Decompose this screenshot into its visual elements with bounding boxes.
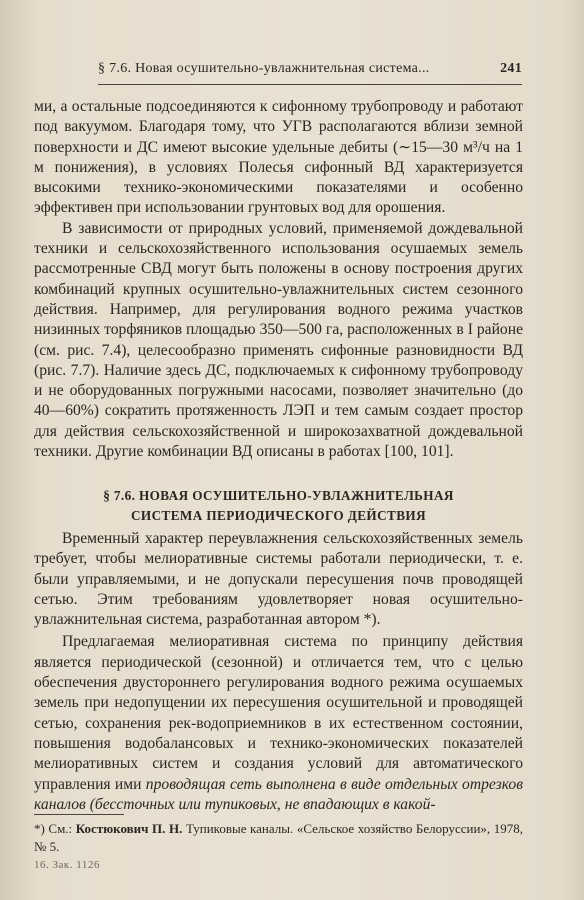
footnote-author: Костюкович П. Н. bbox=[75, 821, 183, 836]
paragraph: Временный характер переувлажнения сельскохозяйственных земель требует, чтобы мелиоративные системы работали периодически, т. е. были управляемыми, и не допускали пересушения почв проводящей сетью. Этим требованиям удовлетворяет новая осушительно-увлажнительная система, разработанная автором *). bbox=[34, 530, 523, 629]
paragraph: В зависимости от природных условий, применяемой дождевальной техники и сельскохозяйственного использования осушаемых земель рассмотренные СВД могут быть положены в основу построения других комбинаций крупных осушительно-увлажнительных систем сезонного действия. Например, для регулирования водного режима участков низинных торфяников площадью 350—500 га, расположенных в I районе (см. рис. 7.4), целесообразно применять сифонные разновидности ВД (рис. 7.7). Наличие здесь ДС, подключаемых к сифонному трубопроводу и не оборудованных погружными насосами, позволяет значительно (до 40—60%) сократить протяженность ЛЭП и тем самым создает простор для действия сельскохозяйственной и широкозахватной дождевальной техники. Другие комбинации ВД описаны в работах [100, 101]. bbox=[34, 219, 523, 461]
paragraph bbox=[34, 632, 523, 815]
section-heading bbox=[34, 486, 523, 526]
footnote bbox=[34, 820, 523, 856]
text-block-bottom bbox=[34, 529, 523, 815]
section-heading-line: СИСТЕМА ПЕРИОДИЧЕСКОГО ДЕЙСТВИЯ bbox=[131, 508, 426, 523]
paragraph-continuation: ми, а остальные подсоединяются к сифонному трубопроводу и работают под вакуумом. Благодаря тому, что УГВ располагаются вблизи земной поверхности и ДС имеют высокие удельные дебиты (∼15—30 м³/ч на 1 м понижения), в условиях Полесья сифонный ВД характеризуется высокими технико-экономическими показателями и особенно эффективен при использовании грунтовых вод для орошения. bbox=[34, 98, 523, 217]
paragraph-italic-text: проводящая сеть выполнена в виде отдельных отрезков каналов (бессточных или тупиковых, не впадающих в какой- bbox=[34, 775, 523, 813]
section-heading-line: § 7.6. НОВАЯ ОСУШИТЕЛЬНО-УВЛАЖНИТЕЛЬНАЯ bbox=[103, 488, 454, 503]
running-header bbox=[98, 60, 522, 85]
page-number: 241 bbox=[500, 61, 522, 76]
footnote-prefix: *) См.: bbox=[34, 821, 73, 836]
paragraph-text: Предлагаемая мелиоративная система по принципу действия является периодической (сезонной) и отличается тем, что с целью обеспечения двустороннего регулирования водного режима осушаемых земель при недопущении их пересушения осушительной и проводящей сетью, сохранения рек-водоприемников в их естественном состоянии, повышения водобалансовых и технико-экономических показателей мелиоративных систем и создания условий для автоматического управления ими bbox=[34, 633, 523, 793]
footnote-text: Тупиковые каналы. «Сельское хозяйство Белоруссии», 1978, № 5. bbox=[34, 821, 524, 854]
footnote-rule bbox=[34, 814, 124, 815]
text-block-top bbox=[34, 97, 523, 462]
running-title: § 7.6. Новая осушительно-увлажнительная система... bbox=[98, 61, 430, 76]
print-signature: 16. Зак. 1126 bbox=[34, 859, 100, 871]
